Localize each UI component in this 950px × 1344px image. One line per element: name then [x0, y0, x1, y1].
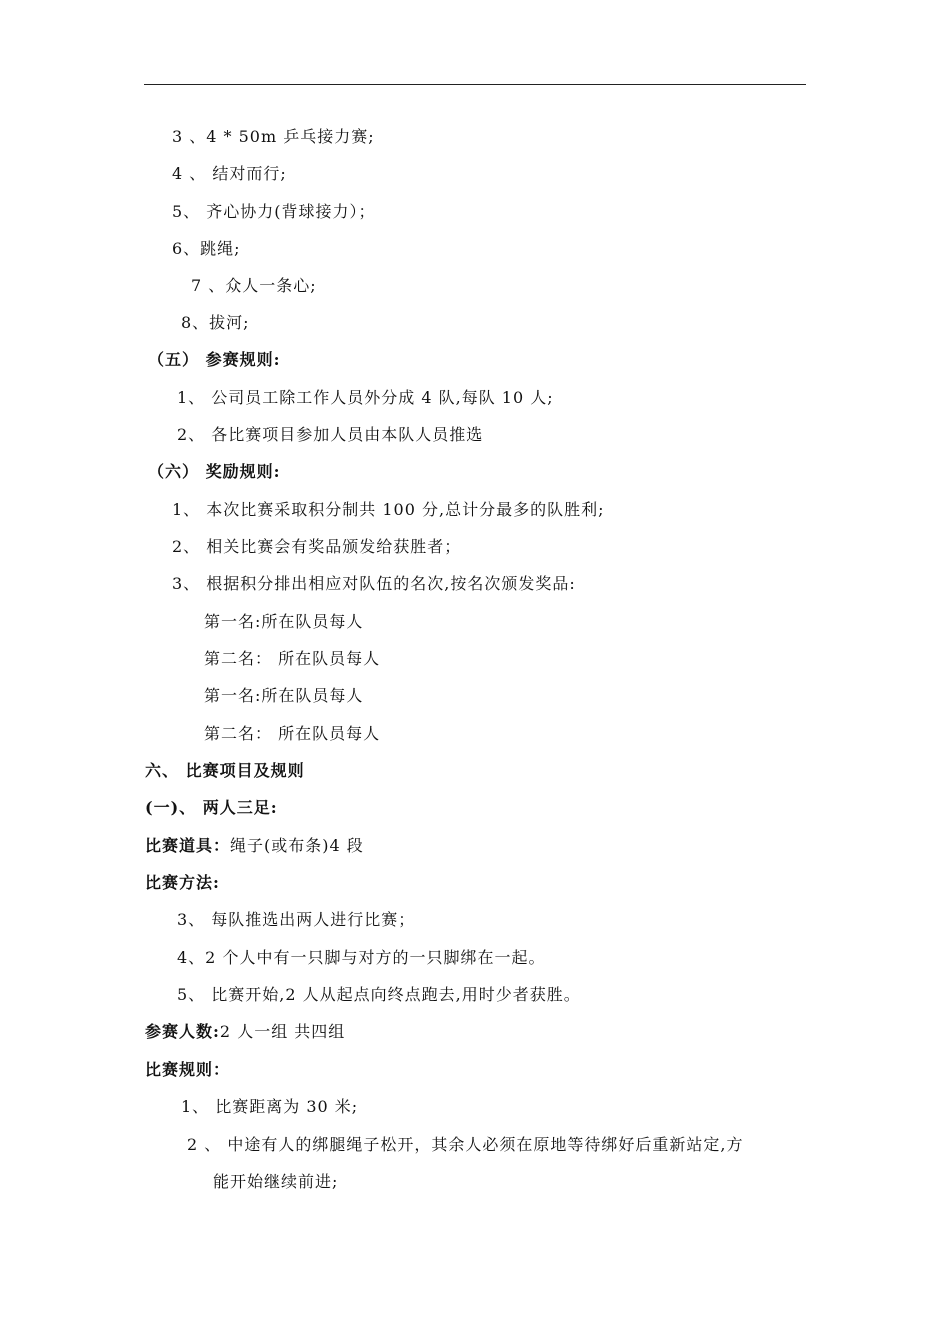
award-ranking: 3、 根据积分排出相应对队伍的名次,按名次颁发奖品: [172, 574, 576, 593]
heading-award-rules: （六） 奖励规则: [148, 462, 281, 481]
props-line [145, 836, 364, 856]
rule-teams: 1、 公司员工除工作人员外分成 4 队,每队 10 人; [177, 388, 554, 407]
heading-three-legged: (一)、 两人三足: [145, 798, 278, 817]
race-distance: 1、 比赛距离为 30 米; [181, 1097, 359, 1116]
participants-line [145, 1022, 345, 1042]
item-tug-of-war: 8、拔河; [181, 313, 250, 332]
header-rule [144, 84, 806, 85]
prize-first: 第一名:所在队员每人 [204, 612, 364, 631]
method-tie: 4、2 个人中有一只脚与对方的一只脚绑在一起。 [177, 948, 546, 967]
prize-second: 第二名： 所在队员每人 [204, 649, 381, 668]
race-untie-rule-cont: 能开始继续前进; [213, 1172, 339, 1191]
participants-label: 参赛人数: [145, 1022, 220, 1041]
participants-value: 2 人一组 共四组 [219, 1022, 346, 1041]
item-pingpong-relay: 3 、4 * 50m 乒乓接力赛; [172, 127, 375, 146]
props-label: 比赛道具： [145, 836, 231, 855]
method-select: 3、 每队推选出两人进行比赛； [177, 910, 416, 929]
item-one-heart: 7 、众人一条心; [191, 276, 317, 295]
heading-method: 比赛方法: [145, 873, 220, 892]
item-jump-rope: 6、跳绳; [172, 239, 241, 258]
item-pair-walk: 4 、 结对而行; [172, 164, 287, 183]
heading-race-rules: 比赛规则： [145, 1060, 231, 1079]
method-race: 5、 比赛开始,2 人从起点向终点跑去,用时少者获胜。 [177, 985, 581, 1004]
prize-first-2: 第一名:所在队员每人 [204, 686, 364, 705]
rule-selection: 2、 各比赛项目参加人员由本队人员推选 [177, 425, 484, 444]
heading-participation-rules: （五） 参赛规则: [148, 350, 281, 369]
heading-events-and-rules: 六、 比赛项目及规则 [145, 761, 305, 780]
award-prizes: 2、 相关比赛会有奖品颁发给获胜者； [172, 537, 462, 556]
award-points: 1、 本次比赛采取积分制共 100 分,总计分最多的队胜利; [172, 500, 605, 519]
prize-second-2: 第二名： 所在队员每人 [204, 724, 381, 743]
race-untie-rule: 2 、 中途有人的绑腿绳子松开，其余人必须在原地等待绑好后重新站定,方 [187, 1135, 744, 1154]
props-value: 绳子(或布条)4 段 [230, 836, 364, 855]
item-ball-relay: 5、 齐心协力(背球接力）； [172, 202, 376, 221]
